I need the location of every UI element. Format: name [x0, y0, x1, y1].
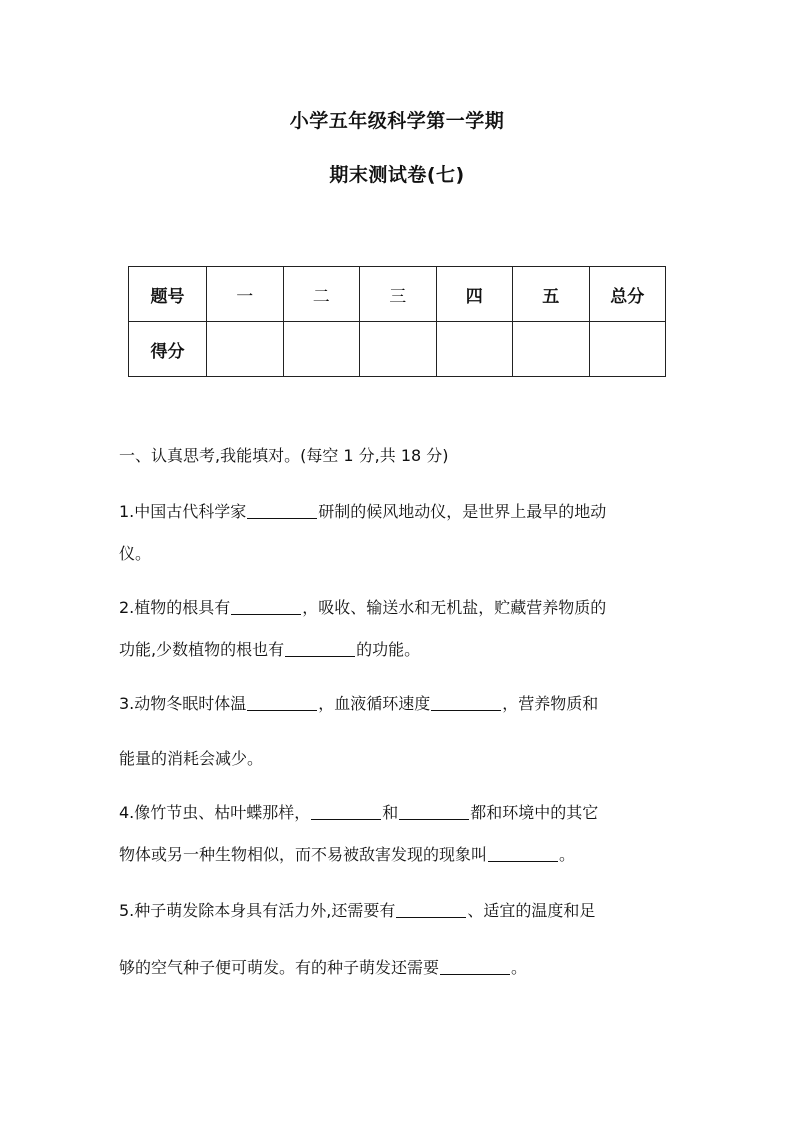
question-text: ，营养物质和 — [502, 694, 599, 713]
header-cell-4: 四 — [436, 267, 513, 322]
question-4-line-2 — [119, 842, 575, 865]
answer-blank[interactable] — [247, 694, 317, 711]
question-text: 物体或另一种生物相似，而不易被敌害发现的现象叫 — [119, 845, 488, 864]
answer-blank[interactable] — [231, 598, 301, 615]
question-text: 功能,少数植物的根也有 — [119, 640, 285, 659]
answer-blank[interactable] — [399, 803, 469, 820]
question-text: 。 — [511, 958, 528, 977]
score-cell-1[interactable] — [207, 322, 284, 377]
question-3-line-2 — [119, 746, 263, 769]
score-cell-label: 得分 — [129, 322, 207, 377]
question-2-line-2 — [119, 637, 420, 660]
answer-blank[interactable] — [431, 694, 501, 711]
question-5-line-2 — [119, 955, 527, 978]
answer-blank[interactable] — [247, 502, 317, 519]
score-table-score-row — [129, 322, 666, 377]
question-text: 2.植物的根具有 — [119, 598, 231, 617]
question-text: 1.中国古代科学家 — [119, 502, 247, 521]
question-text: 仪。 — [119, 544, 152, 563]
question-text: 能量的消耗会减少。 — [119, 749, 264, 768]
score-cell-5[interactable] — [513, 322, 590, 377]
question-2-line-1 — [119, 595, 606, 618]
answer-blank[interactable] — [285, 640, 355, 657]
question-text: 研制的候风地动仪，是世界上最早的地动 — [318, 502, 607, 521]
answer-blank[interactable] — [488, 845, 558, 862]
header-cell-1: 一 — [207, 267, 284, 322]
question-text: 5.种子萌发除本身具有活力外,还需要有 — [119, 901, 396, 920]
question-text: 和 — [382, 803, 399, 822]
question-1-line-2 — [119, 541, 151, 564]
score-table — [128, 266, 666, 377]
answer-blank[interactable] — [311, 803, 381, 820]
question-text: 4.像竹节虫、枯叶蝶那样， — [119, 803, 311, 822]
score-cell-4[interactable] — [436, 322, 513, 377]
question-3-line-1 — [119, 691, 598, 714]
answer-blank[interactable] — [396, 901, 466, 918]
question-4-line-1 — [119, 800, 598, 823]
question-text: ，血液循环速度 — [318, 694, 431, 713]
question-text: 。 — [559, 845, 576, 864]
score-cell-total[interactable] — [589, 322, 666, 377]
header-cell-5: 五 — [513, 267, 590, 322]
score-table-header-row — [129, 267, 666, 322]
question-text: ，吸收、输送水和无机盐，贮藏营养物质的 — [302, 598, 607, 617]
question-text: 、适宜的温度和足 — [467, 901, 596, 920]
header-cell-label: 题号 — [129, 267, 207, 322]
score-cell-2[interactable] — [283, 322, 360, 377]
score-cell-3[interactable] — [360, 322, 437, 377]
page-subtitle: 期末测试卷(七) — [329, 164, 465, 186]
header-cell-3: 三 — [360, 267, 437, 322]
header-cell-total: 总分 — [589, 267, 666, 322]
question-text: 的功能。 — [356, 640, 421, 659]
question-1-line-1 — [119, 499, 606, 522]
question-text: 够的空气种子便可萌发。有的种子萌发还需要 — [119, 958, 440, 977]
header-cell-2: 二 — [283, 267, 360, 322]
question-5-line-1 — [119, 898, 595, 921]
answer-blank[interactable] — [440, 958, 510, 975]
section-heading: 一、认真思考,我能填对。(每空 1 分,共 18 分) — [119, 446, 449, 465]
question-text: 都和环境中的其它 — [470, 803, 599, 822]
question-text: 3.动物冬眠时体温 — [119, 694, 247, 713]
page-title: 小学五年级科学第一学期 — [289, 110, 505, 132]
